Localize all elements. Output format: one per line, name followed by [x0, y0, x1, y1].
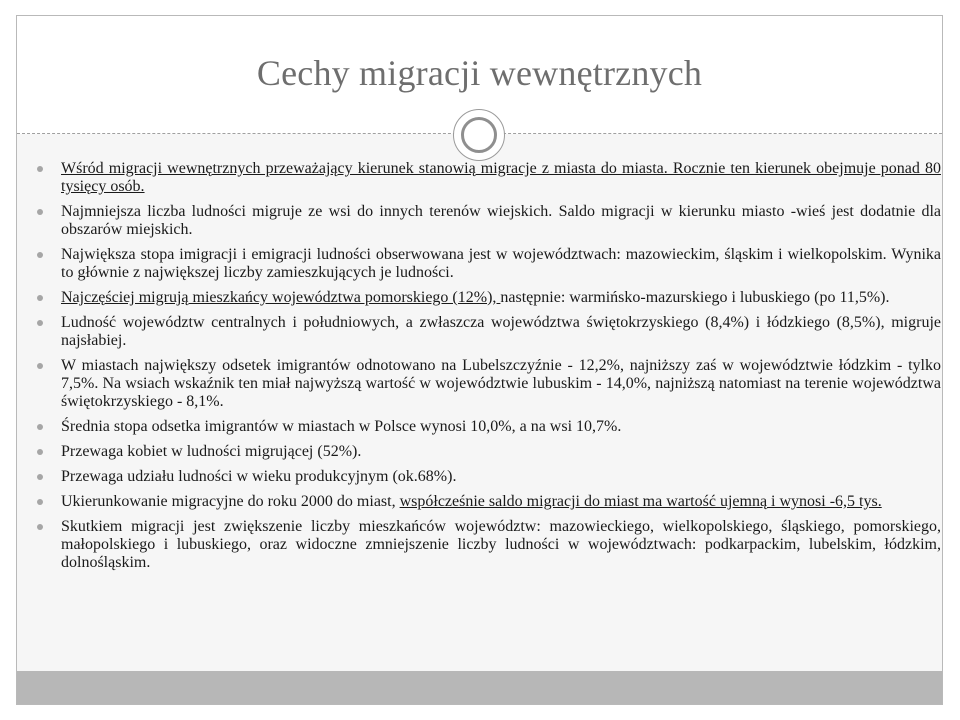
bullet-text: Przewaga kobiet w ludności migrującej (52%).: [61, 443, 362, 460]
bullet-text: Skutkiem migracji jest zwiększenie liczby mieszkańców województw: mazowieckiego, wielkopolskiego, śląskiego, pomorskiego, małopolskiego i lubuskiego, oraz widoczne zmniejszenie liczby ludności w województwach: podkarpackim, lubelskim, łódzkim, dolnośląskim.: [61, 518, 941, 571]
bullet-dot-icon: [37, 166, 43, 172]
bullet-text: Ludność województw centralnych i południowych, a zwłaszcza województwa świętokrzyskiego (8,4%) i łódzkiego (8,5%), migruje najsłabiej.: [61, 314, 941, 349]
bullet-item: [36, 314, 941, 350]
bullet-underlined-text: Wśród migracji wewnętrznych przeważający kierunek stanowią migracje z miasta do miasta. Rocznie ten kierunek obejmuje ponad 80 tysięcy osób.: [61, 160, 941, 195]
bullet-dot-icon: [37, 524, 43, 530]
bullet-text: Ukierunkowanie migracyjne do roku 2000 do miast,: [61, 493, 400, 510]
bullet-text: Najmniejsza liczba ludności migruje ze wsi do innych terenów wiejskich. Saldo migracji w kierunku miasto -wieś jest dodatnie dla obszarów miejskich.: [61, 203, 941, 238]
bullet-dot-icon: [37, 209, 43, 215]
bullet-dot-icon: [37, 320, 43, 326]
bullet-text: następnie: warmińsko-mazurskiego i lubuskiego (po 11,5%).: [500, 289, 890, 306]
bullet-underlined-text: Najczęściej migrują mieszkańcy województwa pomorskiego (12%),: [61, 289, 501, 306]
bullet-item: [36, 493, 941, 511]
bullet-list: [36, 160, 941, 579]
bullet-item: [36, 289, 941, 307]
bottom-bar: [17, 671, 942, 704]
bullet-item: [36, 518, 941, 572]
bullet-dot-icon: [37, 295, 43, 301]
bullet-item: [36, 418, 941, 436]
decorative-circle-icon: [453, 109, 505, 161]
bullet-dot-icon: [37, 499, 43, 505]
bullet-dot-icon: [37, 449, 43, 455]
bullet-item: [36, 246, 941, 282]
bullet-dot-icon: [37, 252, 43, 258]
bullet-text: Przewaga udziału ludności w wieku produkcyjnym (ok.68%).: [61, 468, 457, 485]
bullet-item: [36, 443, 941, 461]
bullet-text: W miastach największy odsetek imigrantów odnotowano na Lubelszczyźnie - 12,2%, najniższy zaś w województwie łódzkim - tylko 7,5%. Na wsiach wskaźnik ten miał najwyższą wartość w województwie lubuskim - 14,0%, najniższą natomiast na terenie województwa świętokrzyskiego - 8,1%.: [61, 357, 941, 410]
bullet-item: [36, 203, 941, 239]
bullet-item: [36, 160, 941, 196]
bullet-dot-icon: [37, 474, 43, 480]
bullet-dot-icon: [37, 363, 43, 369]
bullet-dot-icon: [37, 424, 43, 430]
slide-title: Cechy migracji wewnętrznych: [256, 53, 703, 93]
bullet-item: [36, 357, 941, 411]
bullet-underlined-text: współcześnie saldo migracji do miast ma wartość ujemną i wynosi -6,5 tys.: [399, 493, 882, 510]
bullet-text: Średnia stopa odsetka imigrantów w miastach w Polsce wynosi 10,0%, a na wsi 10,7%.: [61, 418, 622, 435]
decorative-inner-ring: [461, 117, 497, 153]
bullet-text: Największa stopa imigracji i emigracji ludności obserwowana jest w województwach: mazowieckim, śląskim i wielkopolskim. Wynika to głównie z największej liczby zamieszkujących je ludności.: [61, 246, 941, 281]
bullet-item: [36, 468, 941, 486]
